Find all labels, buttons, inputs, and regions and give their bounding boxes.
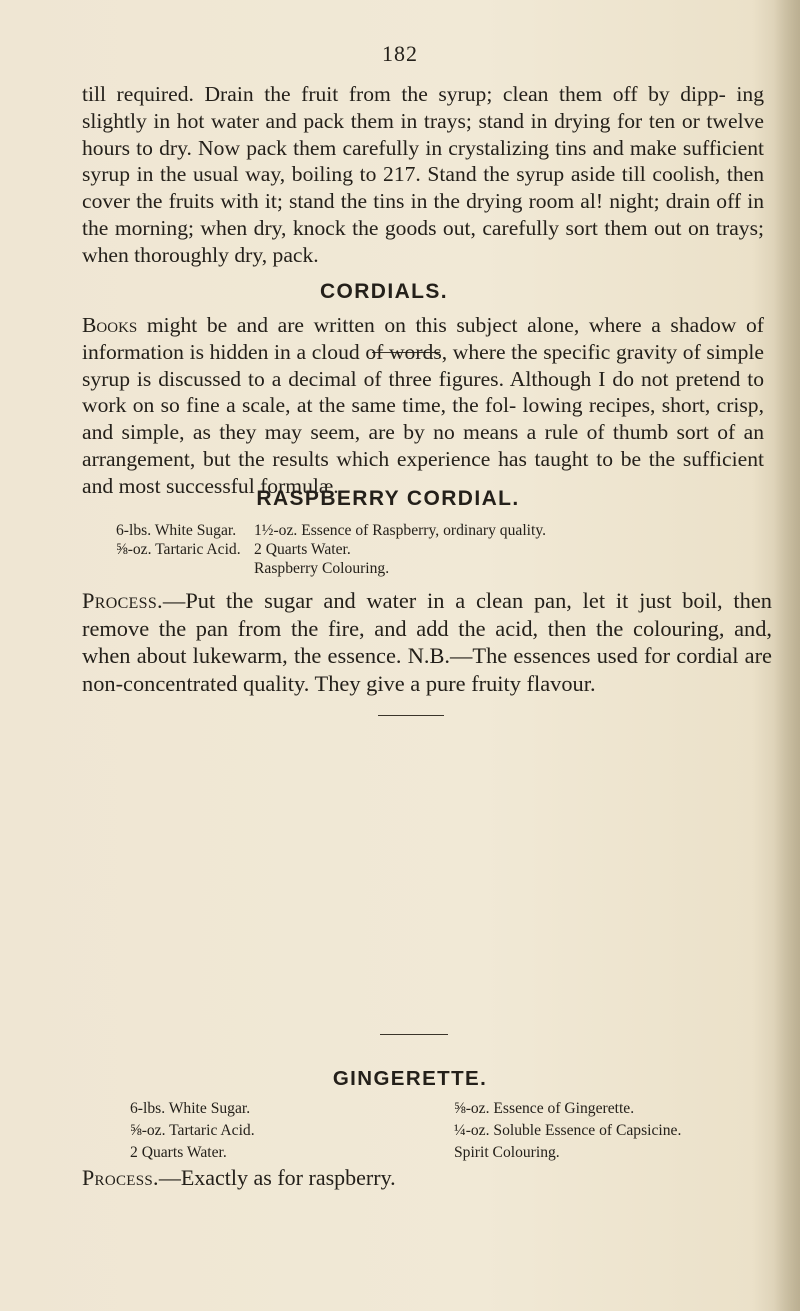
gingerette-ingredient: ⅝-oz. Tartaric Acid.: [130, 1122, 255, 1139]
process-label: Process.: [82, 1165, 159, 1190]
raspberry-ingredient: Raspberry Colouring.: [254, 560, 390, 577]
gingerette-ingredient: Spirit Colouring.: [454, 1144, 560, 1161]
gingerette-process-text: —Exactly as for raspberry.: [158, 1165, 396, 1190]
gingerette-ingredient: ⅝-oz. Essence of Gingerette.: [454, 1100, 635, 1117]
gingerette-process: [82, 1164, 396, 1192]
gingerette-heading: GINGERETTE.: [332, 1067, 488, 1090]
cordials-paragraph: [82, 312, 764, 500]
raspberry-heading: RASPBERRY CORDIAL.: [256, 487, 520, 510]
cordials-body: might be and are written on this subject alone, where a shadow of information is hidden in a cloud of words, where the specific gravity of simple syrup is discussed to a decimal of three figures. Although I do not pretend to work on so fine a scale, at the same time, the fol- lowing recipes, short, crisp, and simple, as they may seem, are by no means a rule of thumb sort of an arrangement, but the results which experience has taught to be the sufficient and most successful formulæ.: [82, 313, 764, 498]
raspberry-process-text: —Put the sugar and water in a clean pan, let it just boil, then remove the pan from the fire, and add the acid, then the colouring, and, when about lukewarm, the essence. N.B.—The essences used for cordial are non-concentrated quality. They give a pure fruity flavour.: [82, 588, 772, 696]
gingerette-ingredient: ¼-oz. Soluble Essence of Capsicine.: [454, 1122, 682, 1139]
cordials-heading: CORDIALS.: [319, 280, 449, 303]
gingerette-ingredient: 6-lbs. White Sugar.: [130, 1100, 251, 1117]
section-divider: [378, 715, 444, 716]
intro-paragraph: till required. Drain the fruit from the syrup; clean them off by dipp- ing slightly in hot water and pack them in trays; stand in drying for ten or twelve hours to dry. Now pack them carefully in crystalizing tins and make sufficient syrup in the usual way, boiling to 217. Stand the syrup aside till coolish, then cover the fruits with it; stand the tins in the drying room al! night; drain off in the morning; when dry, knock the goods out, carefully sort them out on trays; when thoroughly dry, pack.: [82, 82, 764, 267]
raspberry-ingredient: 6-lbs. White Sugar.: [116, 522, 237, 539]
cordials-lead-word: Books: [82, 313, 138, 337]
gingerette-ingredient: 2 Quarts Water.: [130, 1144, 227, 1161]
process-label: Process.: [82, 588, 163, 613]
page-number: 182: [382, 41, 418, 66]
page-edge-shadow: [774, 0, 800, 1311]
raspberry-process: [82, 587, 772, 697]
raspberry-ingredient: ⅝-oz. Tartaric Acid.: [116, 541, 241, 558]
raspberry-ingredient: 2 Quarts Water.: [254, 541, 351, 558]
section-divider: [380, 1034, 448, 1035]
raspberry-ingredient: 1½-oz. Essence of Raspberry, ordinary quality.: [254, 522, 547, 539]
